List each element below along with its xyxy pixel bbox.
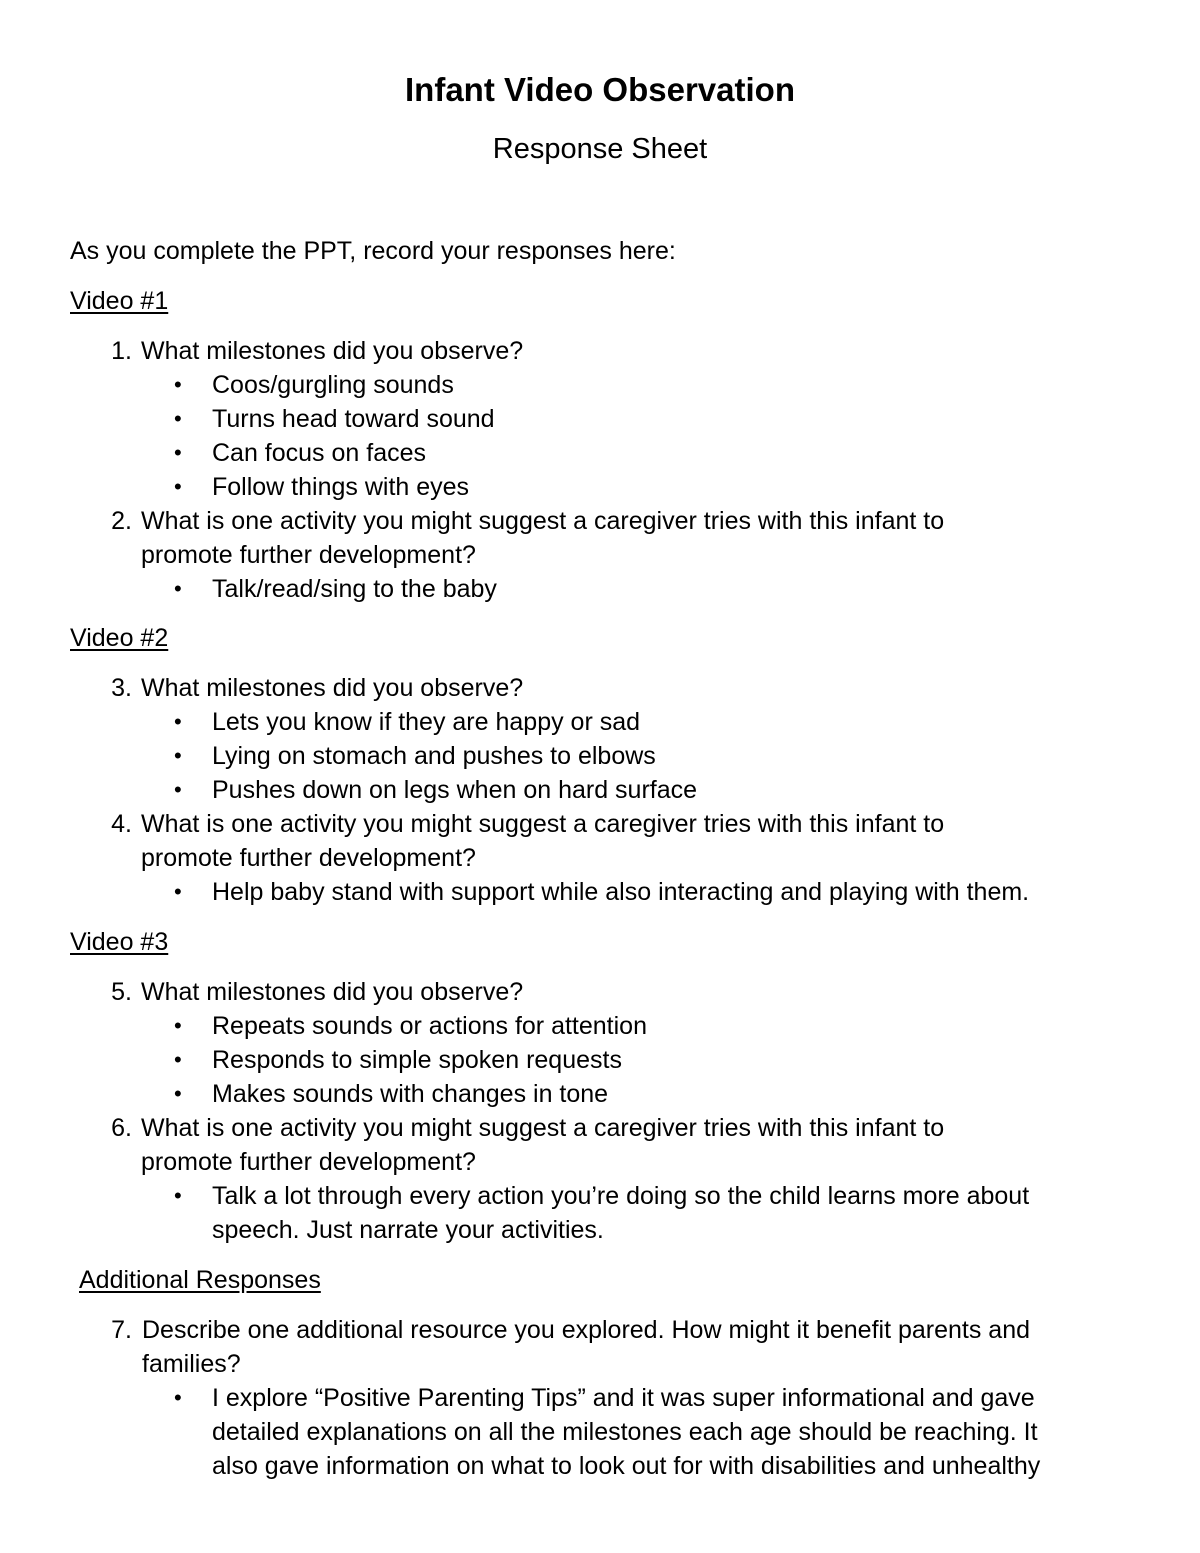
bullet-icon: •: [174, 406, 182, 431]
section-heading-video-1: Video #1: [70, 287, 169, 315]
section-heading-additional: Additional Responses: [79, 1266, 321, 1294]
answer-item-continued: detailed explanations on all the milestones each age should be reaching. It: [212, 1418, 1038, 1446]
bullet-icon: •: [174, 709, 182, 734]
answer-item: Coos/gurgling sounds: [212, 371, 454, 399]
question-number: 7.: [111, 1316, 132, 1344]
answer-item: Lying on stomach and pushes to elbows: [212, 742, 656, 770]
bullet-icon: •: [174, 372, 182, 397]
bullet-icon: •: [174, 1081, 182, 1106]
question-text: What milestones did you observe?: [141, 978, 524, 1006]
bullet-icon: •: [174, 879, 182, 904]
answer-item: Help baby stand with support while also interacting and playing with them.: [212, 878, 1030, 906]
answer-item: Lets you know if they are happy or sad: [212, 708, 641, 736]
bullet-icon: •: [174, 576, 182, 601]
question-text: What is one activity you might suggest a caregiver tries with this infant to: [141, 507, 945, 535]
page-subtitle: Response Sheet: [492, 133, 708, 165]
question-text-continued: promote further development?: [141, 1148, 476, 1176]
question-text: Describe one additional resource you explored. How might it benefit parents and: [142, 1316, 1031, 1344]
answer-item: Pushes down on legs when on hard surface: [212, 776, 698, 804]
bullet-icon: •: [174, 777, 182, 802]
question-text-continued: promote further development?: [141, 844, 476, 872]
answer-item: Makes sounds with changes in tone: [212, 1080, 609, 1108]
answer-item: Follow things with eyes: [212, 473, 470, 501]
question-number: 1.: [111, 337, 132, 365]
answer-item: Turns head toward sound: [212, 405, 495, 433]
question-text: What is one activity you might suggest a caregiver tries with this infant to: [141, 810, 945, 838]
answer-item: Repeats sounds or actions for attention: [212, 1012, 647, 1040]
question-text: What milestones did you observe?: [141, 674, 524, 702]
bullet-icon: •: [174, 440, 182, 465]
bullet-icon: •: [174, 474, 182, 499]
question-text: What milestones did you observe?: [141, 337, 524, 365]
question-number: 2.: [111, 507, 132, 535]
bullet-icon: •: [174, 1047, 182, 1072]
intro-text: As you complete the PPT, record your responses here:: [70, 237, 676, 265]
answer-item-continued: speech. Just narrate your activities.: [212, 1216, 604, 1244]
page-title: Infant Video Observation: [405, 71, 795, 108]
bullet-icon: •: [174, 1183, 182, 1208]
question-text: What is one activity you might suggest a caregiver tries with this infant to: [141, 1114, 945, 1142]
answer-item: Talk a lot through every action you’re doing so the child learns more about: [212, 1182, 1030, 1210]
section-heading-video-3: Video #3: [70, 928, 169, 956]
question-number: 6.: [111, 1114, 132, 1142]
bullet-icon: •: [174, 1013, 182, 1038]
answer-item: Talk/read/sing to the baby: [212, 575, 497, 603]
answer-item-continued: also gave information on what to look out for with disabilities and unhealthy: [212, 1452, 1041, 1480]
question-number: 5.: [111, 978, 132, 1006]
answer-item: I explore “Positive Parenting Tips” and it was super informational and gave: [212, 1384, 1035, 1412]
question-number: 4.: [111, 810, 132, 838]
bullet-icon: •: [174, 1385, 182, 1410]
question-text-continued: families?: [142, 1350, 241, 1378]
answer-item: Responds to simple spoken requests: [212, 1046, 622, 1074]
question-text-continued: promote further development?: [141, 541, 476, 569]
question-number: 3.: [111, 674, 132, 702]
answer-item: Can focus on faces: [212, 439, 427, 467]
section-heading-video-2: Video #2: [70, 624, 169, 652]
bullet-icon: •: [174, 743, 182, 768]
